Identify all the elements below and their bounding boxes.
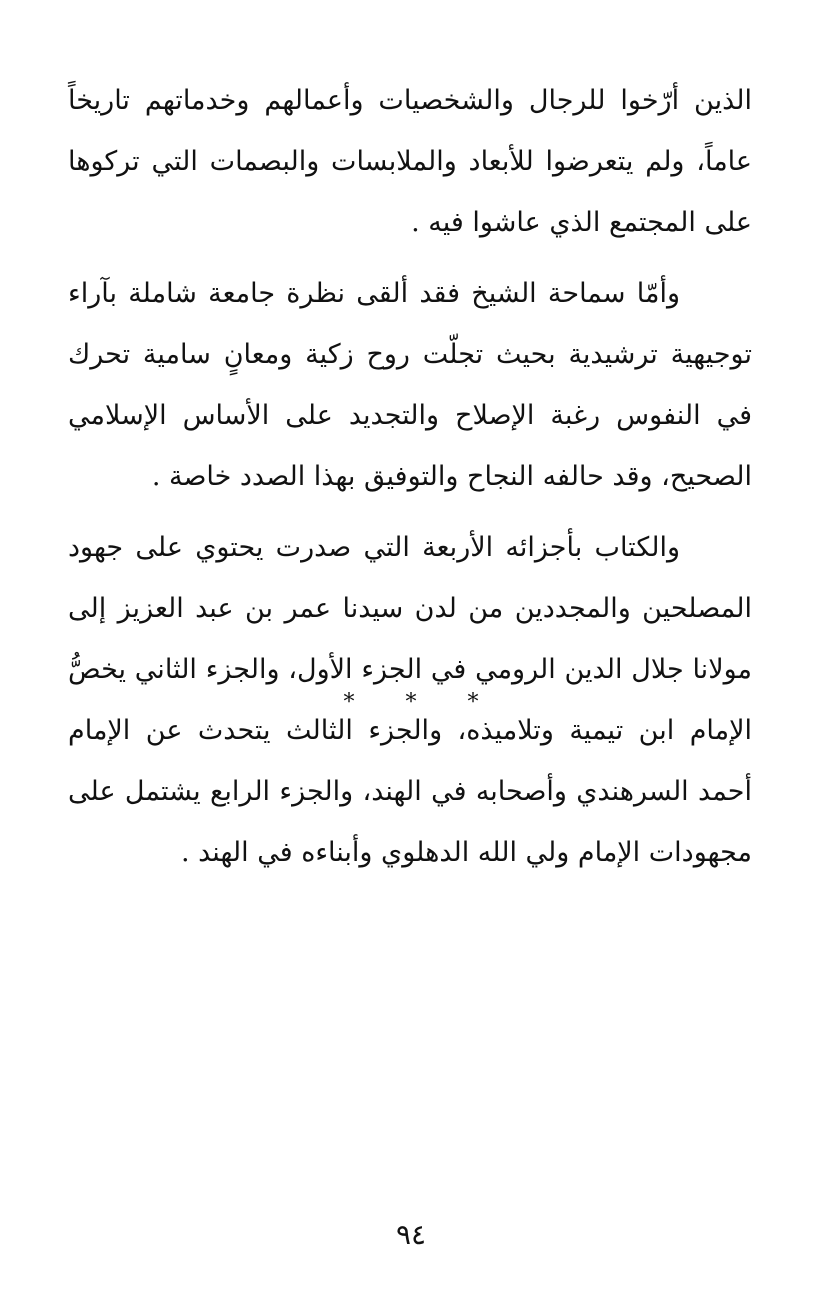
separator-asterisk: * <box>343 690 355 715</box>
paragraph-2: وأمّا سماحة الشيخ فقد ألقى نظرة جامعة شاملة بآراء توجيهية ترشيدية بحيث تجلّت روح زكية ومعانٍ سامية تحرك في النفوس رغبة الإصلاح والتجديد على الأساس الإسلامي الصحيح، وقد حالفه النجاح والتوفيق بهذا الصدد خاصة . <box>68 278 752 492</box>
separator-asterisk: * <box>405 690 417 715</box>
section-separator <box>0 690 822 715</box>
body-text <box>68 70 752 893</box>
paragraph-1: الذين أرّخوا للرجال والشخصيات وأعمالهم وخدماتهم تاريخاً عاماً، ولم يتعرضوا للأبعاد والملابسات والبصمات التي تركوها على المجتمع الذي عاشوا فيه . <box>68 85 752 238</box>
page-number: ٩٤ <box>395 1218 427 1251</box>
paragraph-3: والكتاب بأجزائه الأربعة التي صدرت يحتوي على جهود المصلحين والمجددين من لدن سيدنا عمر بن عبد العزيز إلى مولانا جلال الدين الرومي في الجزء الأول، والجزء الثاني يخصُّ الإمام ابن تيمية وتلاميذه، والجزء الثالث يتحدث عن الإمام أحمد السرهندي وأصحابه في الهند، والجزء الرابع يشتمل على مجهودات الإمام ولي الله الدهلوي وأبناءه في الهند . <box>68 532 752 868</box>
separator-asterisk: * <box>467 690 479 715</box>
